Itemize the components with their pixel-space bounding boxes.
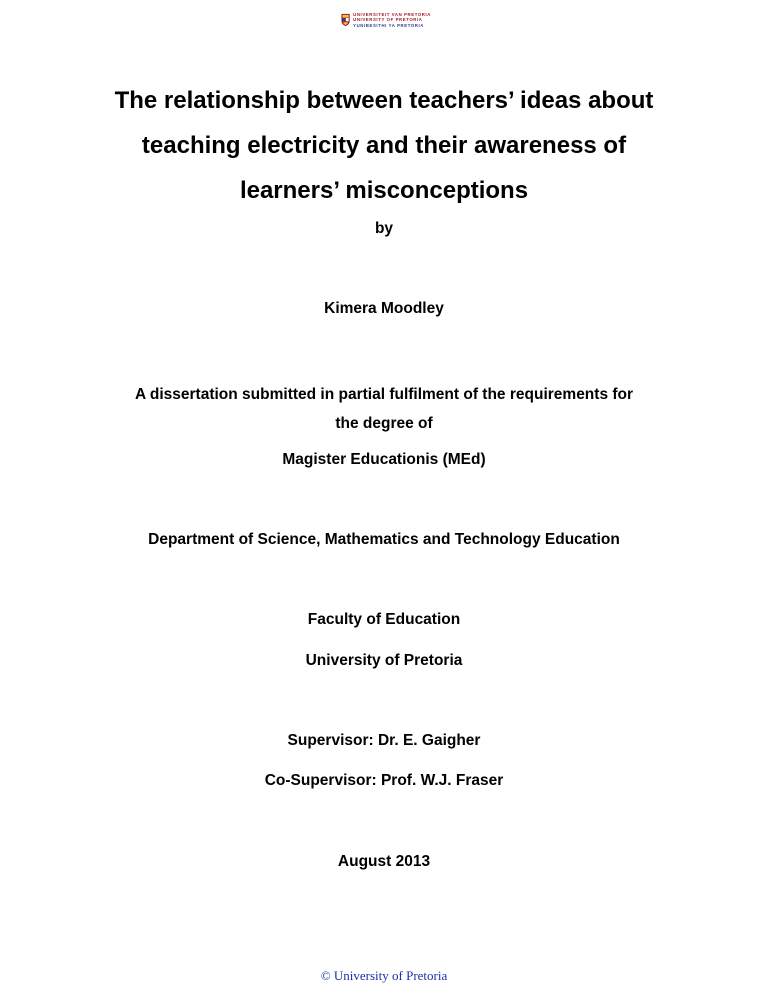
title-line-3: learners’ misconceptions [239,177,529,204]
submission-statement [0,380,768,438]
submission-line-1: A dissertation submitted in partial fulfilment of the requirements for [134,386,634,403]
university-crest-icon [341,10,350,30]
degree-name: Magister Educationis (MEd) [282,451,486,468]
faculty-name: Faculty of Education [307,611,461,628]
logo-wordmark [353,12,431,28]
university-name: University of Pretoria [305,652,463,669]
department-name: Department of Science, Mathematics and Technology Education [148,531,620,548]
title-line-1: The relationship between teachers’ ideas about [114,87,654,114]
co-supervisor: Co-Supervisor: Prof. W.J. Fraser [264,772,504,789]
submission-line-2: the degree of [335,415,433,432]
title-line-2: teaching electricity and their awareness of [141,132,627,159]
dissertation-title [0,78,768,213]
logo-line-afrikaans: UNIVERSITEIT VAN PRETORIA [353,11,431,17]
logo-line-english: UNIVERSITY OF PRETORIA [353,17,423,23]
submission-date: August 2013 [337,853,431,870]
copyright-footer: © University of Pretoria [320,968,448,983]
university-logo [341,8,431,32]
by-label: by [374,220,394,237]
logo-line-sepedi: YUNIBESITHI YA PRETORIA [353,22,424,28]
supervisor: Supervisor: Dr. E. Gaigher [287,732,481,749]
author-name: Kimera Moodley [324,300,444,317]
